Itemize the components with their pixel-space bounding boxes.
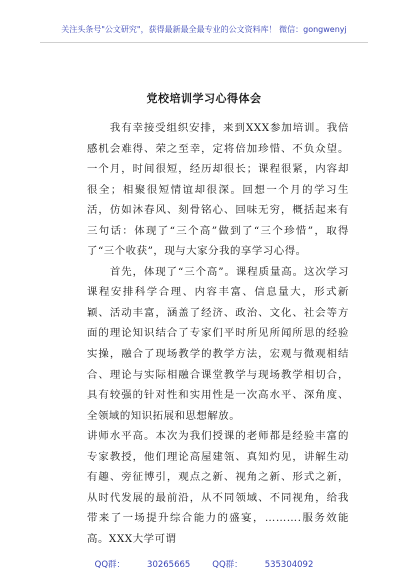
paragraph-intro: 我有幸接受组织安排，来到XXX参加培训。我倍感机会难得、荣之至幸，定将倍加珍惜、不负众望。一个月，时间很短，经历却很长；课程很紧，内容却很全；相聚很短情谊却很深。回想一个月的学习生活，仿如沐春风、刻骨铭心、回味无穷，概括起来有三句话：体现了“三个高”做到了“三个珍惜”，取得了“三个收获”，现与大家分我的享学习心得。 [87,122,349,258]
qq-group-2-label: QQ群： [212,560,243,570]
qq-group-2 [212,560,313,570]
header-note: 关注头条号"公文研究"，获得最新最全最专业的公文资料库！ 微信：gongwenyj [61,25,347,34]
qq-group-1 [95,560,191,570]
document-body [87,118,349,549]
qq-group-1-number: 30265665 [147,560,191,570]
footer-contact [0,558,408,570]
qq-group-2-number: 535304092 [264,560,314,570]
header-divider [40,42,368,43]
paragraph-three-highs: 首先，体现了“三个高”。课程质量高。这次学习课程安排科学合理、内容丰富、信息量大，形式新颖、活动丰富，涵盖了经济、政治、文化、社会等方面的理论知识结合了专家们平时所见所闻所思的经验实操，融合了现场教学的教学方法，宏观与微观相结合、理论与实际相融合课堂教学与现场教学相切合，具有较强的针对性和实用性是一次高水平、深角度、全领域的知识拓展和思想解放。 [87,265,349,422]
paragraph-lecturers: 讲师水平高。本次为我们授课的老师都是经验丰富的专家教授，他们理论高屋建瓴、真知灼见，讲解生动有趣、旁征博引，观点之新、视角之新、形式之新，从时代发展的最前沿，从不同领域、不同视角，给我带来了一场提升综合能力的盛宴，……….服务效能高。XXX大学可谓 [87,430,349,545]
document-title: 党校培训学习心得体会 [146,92,262,105]
qq-group-1-label: QQ群： [94,560,126,570]
